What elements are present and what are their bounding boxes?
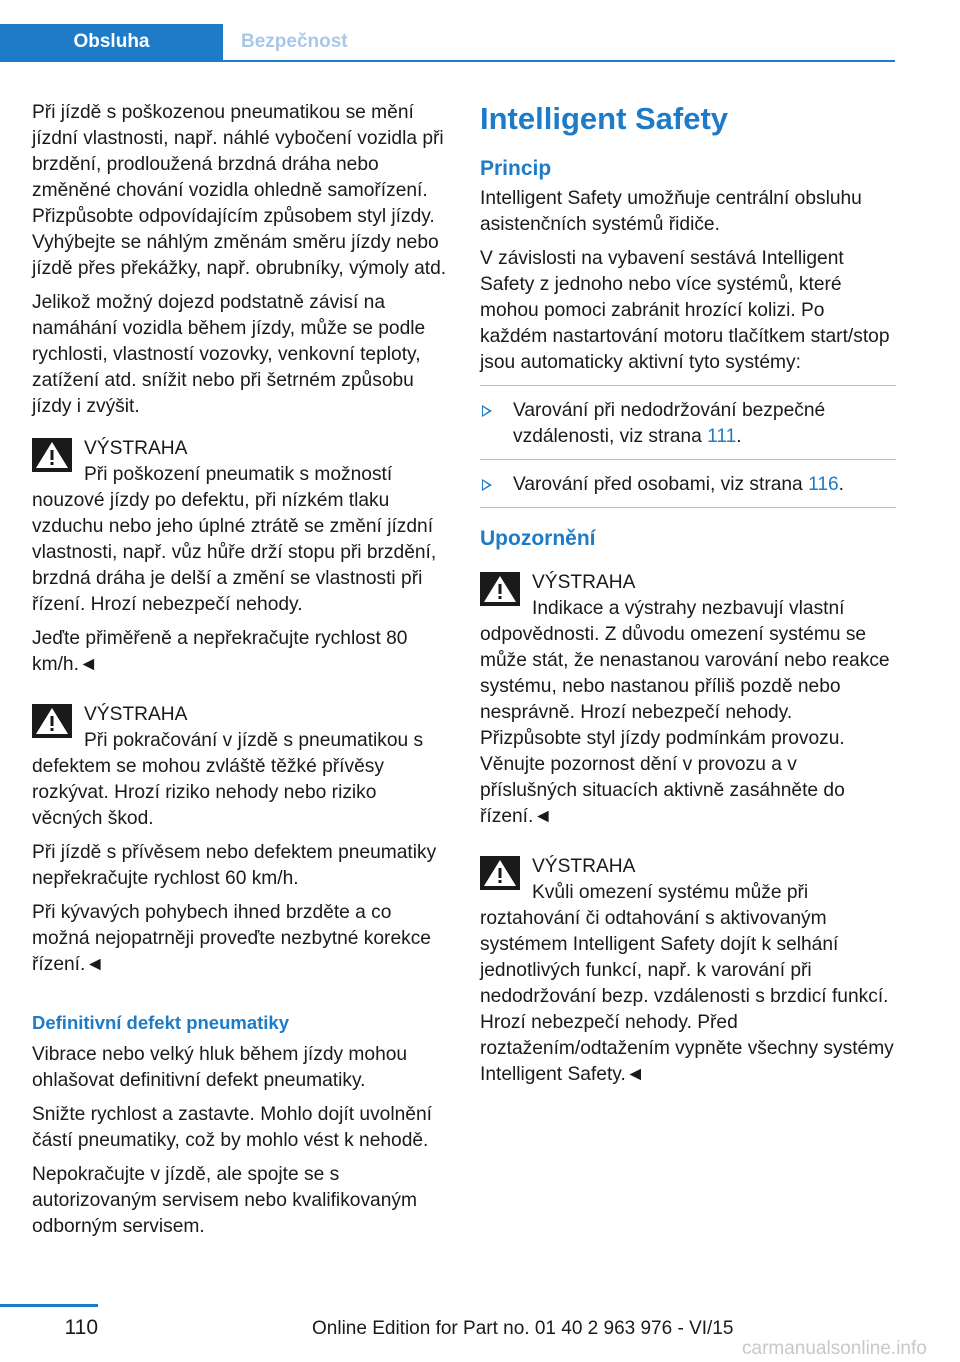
footer-rule [0,1304,98,1307]
list-item: Varování před osobami, viz strana 116. [480,472,896,498]
warning-box [32,702,448,986]
paragraph: Při jízdě s poškozenou pneumatikou se mění jízdní vlastnosti, např. náhlé vybočení vozidla při brzdění, prodloužená brzdná dráha nebo změněné chování vozidla ohledně samořízení. Přizpůsobte odpovídajícím způsobem styl jízdy. Vyhýbejte se náhlým změnám směru jízdy nebo jízdě přes překážky, např. obrubníky, výmoly atd. [32,102,447,279]
warning-text: Indikace a výstrahy nezbavují vlastní odpovědnosti. Z důvodu omezení systému se může stát, že nenastanou varování nebo reakce systému, nebo nastanou příliš pozdě nebo nesprávně. Hrozí nebezpečí nehody. Přizpůsobte styl jízdy podmínkám provozu. Věnujte pozornost dění v provozu a v příslušných situacích aktivně zasáhněte do řízení.◄ [480,598,890,827]
warning-title: VÝSTRAHA [532,856,636,877]
section-heading-notes: Upozornění [480,527,596,550]
watermark: carmanualsonline.info [742,1338,927,1359]
warning-text: Při kývavých pohybech ihned brzděte a co možná nejopatrněji proveďte nezbytné korekce řízení.◄ [32,902,431,975]
tab-underline [0,60,895,62]
triangle-bullet-icon [482,405,492,417]
warning-title: VÝSTRAHA [532,572,636,593]
right-column [480,100,896,1096]
page-link[interactable]: 116 [808,474,839,495]
warning-triangle-icon [480,856,520,890]
paragraph: V závislosti na vybavení sestává Intelligent Safety z jednoho nebo více systémů, které mohou pomoci zabránit hrozící kolizi. Po každém nastartování motoru tlačítkem start/stop jsou automaticky aktivní tyto systémy: [480,248,890,373]
warning-title: VÝSTRAHA [84,704,188,725]
warning-box [480,570,896,838]
page-title: Intelligent Safety [480,101,729,136]
warning-triangle-icon [32,704,72,738]
paragraph: Intelligent Safety umožňuje centrální obsluhu asistenčních systémů řidiče. [480,188,862,235]
warning-text: Jeďte přiměřeně a nepřekračujte rychlost 80 km/h.◄ [32,628,408,675]
paragraph: Vibrace nebo velký hluk během jízdy mohou ohlašovat definitivní defekt pneumatiky. [32,1044,408,1091]
section-heading-tire-defect: Definitivní defekt pneumatiky [32,1012,289,1033]
warning-box [480,854,896,1096]
warning-triangle-icon [32,438,72,472]
bullet-list [480,472,896,498]
warning-triangle-icon [480,572,520,606]
edition-text: Online Edition for Part no. 01 40 2 963 976 - VI/15 [312,1318,734,1339]
tab-obsluha[interactable]: Obsluha [0,24,223,60]
page-link[interactable]: 111 [707,426,737,447]
warning-text: Při jízdě s přívěsem nebo defektem pneumatiky nepřekračujte rychlost 60 km/h. [32,842,437,889]
paragraph: Jelikož možný dojezd podstatně závisí na namáhání vozidla během jízdy, může se podle rychlosti, vlastností vozovky, venkovní teploty, zatížení atd. snížit nebo při šetrném způsobu jízdy i zvýšit. [32,292,426,417]
section-tabs [0,24,895,62]
paragraph: Snižte rychlost a zastavte. Mohlo dojít uvolnění částí pneumatiky, což by mohlo vést k nehodě. [32,1104,432,1151]
list-item: Varování při nedodržování bezpečné vzdálenosti, viz strana 111. [480,398,896,450]
bullet-list [480,398,896,450]
warning-text: Kvůli omezení systému může při roztahování či odtahování s aktivovaným systémem Intelligent Safety dojít k selhání jednotlivých funkcí, např. k varování při nedodržování bezp. vzdálenosti s brzdicí funkcí. Hrozí nebezpečí nehody. Před roztažením/odtažením vypněte všechny systémy Intelligent Safety.◄ [480,882,894,1085]
warning-text: Při pokračování v jízdě s pneumatikou s defektem se mohou zvláště těžké přívěsy rozkývat. Hrozí riziko nehody nebo riziko věcných škod. [32,730,424,829]
triangle-bullet-icon [482,479,492,491]
section-heading-principle: Princip [480,157,552,180]
tab-bezpecnost[interactable]: Bezpečnost [241,31,348,52]
left-column [32,100,448,1248]
warning-box [32,436,448,686]
warning-title: VÝSTRAHA [84,438,188,459]
divider [480,385,896,386]
divider [480,507,896,508]
divider [480,459,896,460]
paragraph: Nepokračujte v jízdě, ale spojte se s autorizovaným servisem nebo kvalifikovaným odborným servisem. [32,1164,417,1237]
page-number: 110 [64,1316,98,1339]
warning-text: Při poškození pneumatik s možností nouzové jízdy po defektu, při nízkém tlaku vzduchu nebo jeho úplné ztrátě se změní jízdní vlastnosti, např. vůz hůře drží stopu při brzdění, brzdná dráha je delší a změní se vlastnosti při řízení. Hrozí nebezpečí nehody. [32,464,437,615]
